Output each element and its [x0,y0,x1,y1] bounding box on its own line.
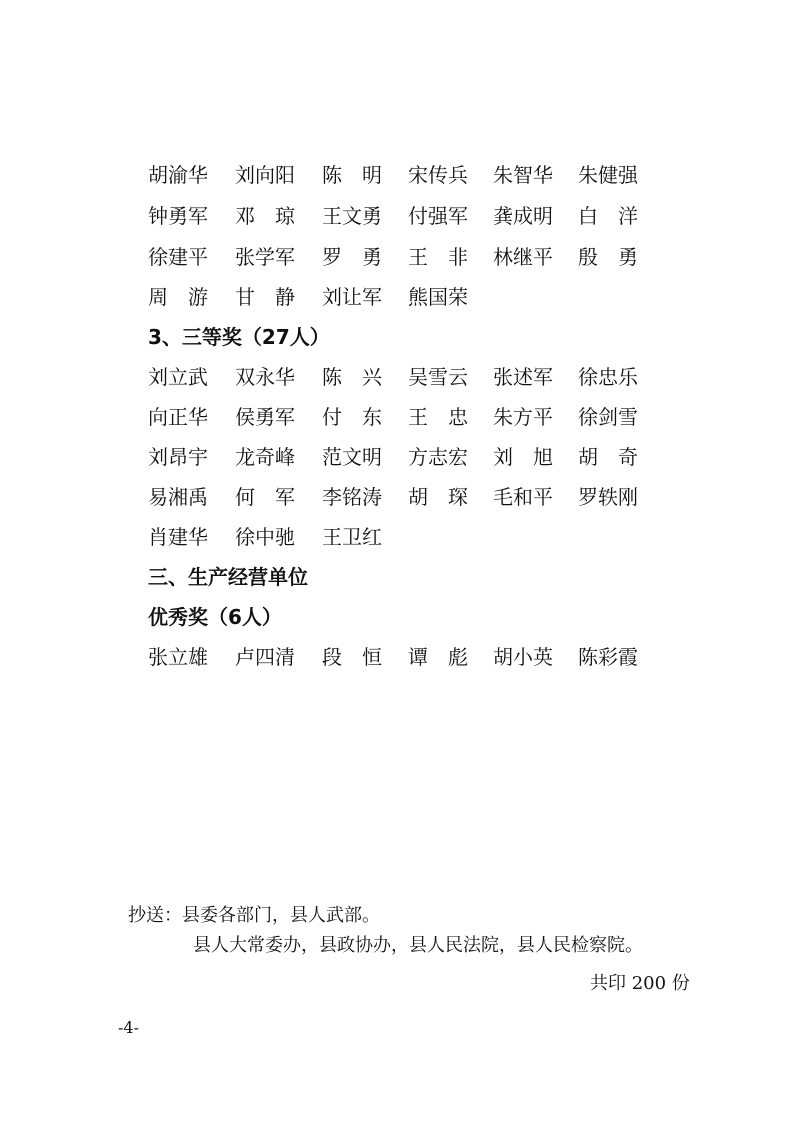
awardee-name: 罗轶刚 [578,485,638,509]
awardee-name: 殷 勇 [578,245,638,269]
cc-line-1: 抄送：县委各部门，县人武部。 [128,905,380,926]
awardee-name: 钟勇军 [148,204,208,228]
awardee-name: 张述军 [493,365,553,389]
awardee-name: 刘 旭 [493,445,553,469]
excellent-prize-heading: 优秀奖（6人） [148,605,282,629]
awardee-name: 陈 兴 [322,365,382,389]
awardee-name: 毛和平 [493,485,553,509]
awardee-name: 胡 奇 [578,445,638,469]
awardee-name: 谭 彪 [408,645,468,669]
awardee-name: 王 非 [408,245,468,269]
print-count: 共印 200 份 [590,973,690,994]
awardee-name: 王 忠 [408,405,468,429]
awardee-name: 胡 琛 [408,485,468,509]
third-prize-heading: 3、三等奖（27人） [148,325,330,349]
awardee-name: 周 游 [148,285,208,309]
awardee-name: 王卫红 [322,525,382,549]
section-three-heading: 三、生产经营单位 [148,565,308,589]
awardee-name: 林继平 [493,245,553,269]
awardee-name: 付 东 [322,405,382,429]
awardee-name: 李铭涛 [322,485,382,509]
awardee-name: 罗 勇 [322,245,382,269]
awardee-name: 段 恒 [322,645,382,669]
awardee-name: 甘 静 [235,285,295,309]
cc-line-2: 县人大常委办，县政协办，县人民法院，县人民检察院。 [193,935,643,956]
awardee-name: 龙奇峰 [235,445,295,469]
awardee-name: 徐剑雪 [578,405,638,429]
awardee-name: 徐忠乐 [578,365,638,389]
awardee-name: 龚成明 [493,204,553,228]
awardee-name: 熊国荣 [408,285,468,309]
awardee-name: 吴雪云 [408,365,468,389]
awardee-name: 刘立武 [148,365,208,389]
awardee-name: 刘昂宇 [148,445,208,469]
awardee-name: 胡小英 [493,645,553,669]
awardee-name: 双永华 [235,365,295,389]
awardee-name: 邓 琼 [235,204,295,228]
awardee-name: 范文明 [322,445,382,469]
awardee-name: 方志宏 [408,445,468,469]
awardee-name: 白 洋 [578,204,638,228]
awardee-name: 陈彩霞 [578,645,638,669]
awardee-name: 付强军 [408,204,468,228]
awardee-name: 徐中驰 [235,525,295,549]
awardee-name: 徐建平 [148,245,208,269]
awardee-name: 刘让军 [322,285,382,309]
awardee-name: 张立雄 [148,645,208,669]
awardee-name: 何 军 [235,485,295,509]
awardee-name: 陈 明 [322,163,382,187]
awardee-name: 刘向阳 [235,163,295,187]
awardee-name: 宋传兵 [408,163,468,187]
awardee-name: 肖建华 [148,525,208,549]
awardee-name: 朱健强 [578,163,638,187]
awardee-name: 向正华 [148,405,208,429]
awardee-name: 王文勇 [322,204,382,228]
awardee-name: 朱方平 [493,405,553,429]
awardee-name: 易湘禹 [148,485,208,509]
awardee-name: 卢四清 [235,645,295,669]
awardee-name: 侯勇军 [235,405,295,429]
awardee-name: 朱智华 [493,163,553,187]
awardee-name: 张学军 [235,245,295,269]
page-number: -4- [118,1018,139,1037]
awardee-name: 胡渝华 [148,163,208,187]
